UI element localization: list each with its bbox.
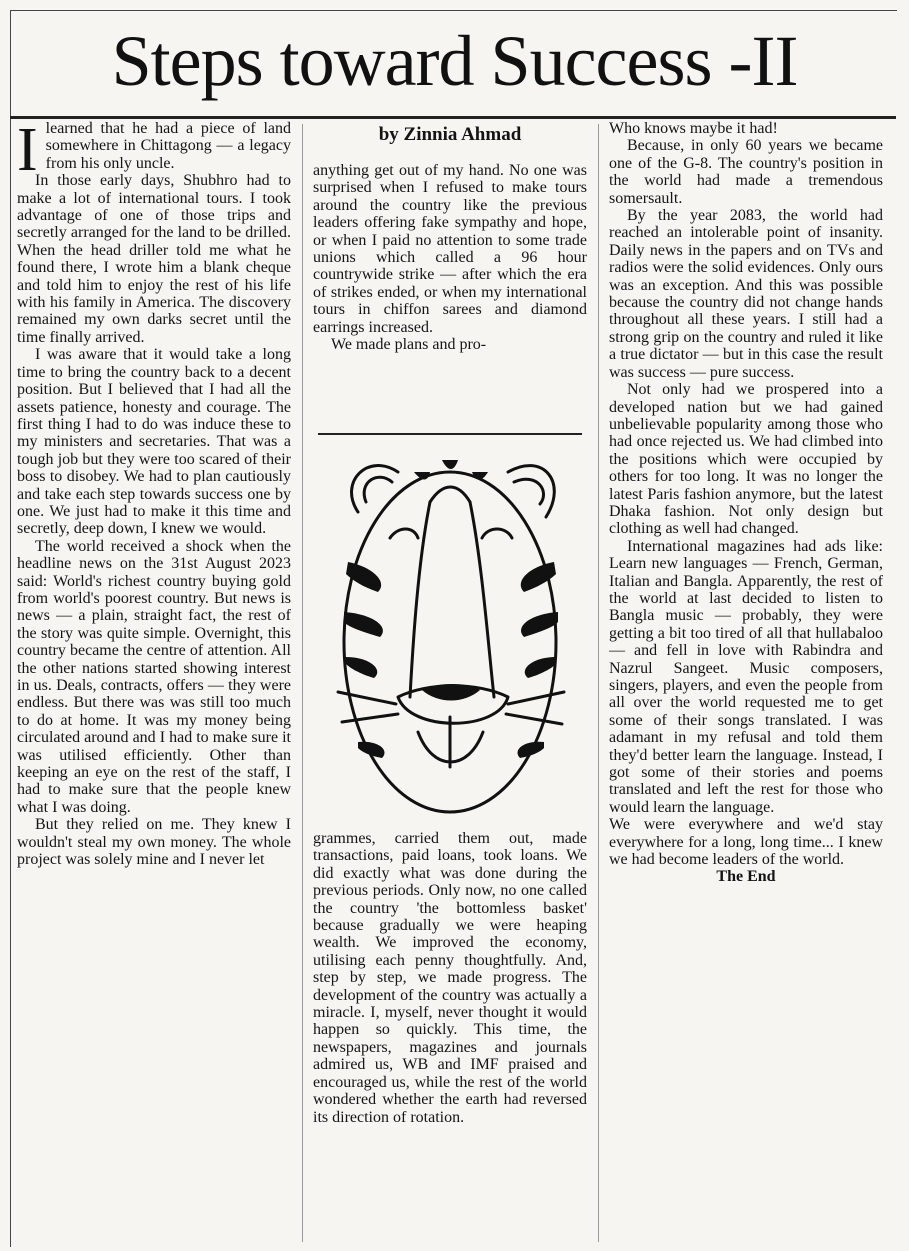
column-3 — [609, 120, 883, 1240]
paragraph: By the year 2083, the world had reached an intolerable point of insanity. Daily news in the papers and on TVs and radios were the solid evidences. Only ours was an exception. And this was possible because the country did not change hands throughout all these years. I still had a strong grip on the country and ruled it like a true dictator — but in this case the result was success — pure success. — [609, 207, 883, 381]
paragraph: We made plans and pro- — [331, 336, 487, 354]
paragraph: International magazines had ads like: Learn new languages — French, German, Italian and Bangla. Apparently, the rest of the world at last decided to listen to Bangla music — probably, they were getting a bit too tired of all that hullabaloo — and fell in love with Rabindra and Nazrul Sangeet. Music composers, singers, players, and even the people from all over the world requested me to get some of their songs translated. I was adamant in my refusal and told them they'd better learn the language. Instead, I got some of their stories and poems translated and left the rest for those who would learn the language. — [609, 537, 883, 816]
drop-cap: I — [17, 120, 38, 184]
paragraph: I was aware that it would take a long time to bring the country back to a decent position. But I believed that I had all the assets patience, honesty and courage. The first thing I had to do was induce these to my ministers and secretaries. That was a tough job but they were too scared of their boss to disobey. We had to plan cautiously and take each step towards success one by one. We just had to make it this time and secretly, deep down, I knew we would. — [17, 346, 291, 538]
paragraph: In those early days, Shubhro had to make a lot of international tours. I took advantage of one of those trips and secretly arranged for the land to be drilled. When the head driller told me what he found there, I wrote him a blank cheque and told him to enjoy the rest of his life with his family in America. The discovery remained my own darks secret until the time finally arrived. — [17, 172, 291, 346]
paragraph: The world received a shock when the headline news on the 31st August 2023 said: World's richest country buying gold from world's poorest country. But news is news — a plain, straight fact, the rest of the story was quite simple. Overnight, this country became the centre of attention. All the other nations started showing interest in us. Deals, contracts, offers — they were endless. But there was was still too much to do at home. It was my money being circulated around and I had to make sure it was utilised efficiently. Other than keeping an eye on the rest of the staff, I had to make sure that the people knew what I was doing. — [17, 537, 291, 816]
column-2-top — [313, 162, 587, 424]
paragraph: Ilearned that he had a piece of land somewhere in Chittagong — a legacy from his only uncle. — [17, 120, 291, 184]
paragraph: We were everywhere and we'd stay everywhere for a long, long time... I knew we had become leaders of the world. — [609, 816, 883, 869]
article-title: Steps toward Success -II — [111, 21, 798, 101]
paragraph: grammes, carried them out, made transactions, paid loans, took loans. We did exactly what was done during the previous periods. Only now, no one called the country 'the bottomless basket' because gradually we were heaping wealth. We improved the economy, utilising each penny thoughtfully. And, step by step, we made progress. The development of the country was actually a miracle. I, myself, never thought it would happen so quickly. This time, the newspapers, magazines and journals admired us, WB and IMF praised and encouraged us, while the rest of the world wondered whether the earth had reversed its direction of rotation. — [313, 830, 587, 1126]
byline: by Zinnia Ahmad — [378, 124, 522, 145]
title-rule — [10, 116, 896, 119]
column-2-bottom — [313, 830, 587, 1240]
paragraph: anything get out of my hand. No one was surprised when I refused to make tours around the country like the previous leaders offering fake sympathy and hope, or when I paid no attention to some trade unions which called a 96 hour countrywide strike — after which the era of strikes ended, or when my international tours in chiffon sarees and diamond earrings increased. — [313, 162, 587, 336]
column-rule — [302, 124, 303, 1242]
paragraph: But they relied on me. They knew I wouldn't steal my own money. The whole project was solely mine and I never let — [17, 816, 291, 869]
paragraph: Not only had we prospered into a developed nation but we had gained unbelievable popularity among those who had once rejected us. We had climbed into the positions which were occupied by others for too long. It was no longer the latest Paris fashion anymore, but the latest Dhaka fashion. Not only design but clothing as well had changed. — [609, 381, 883, 538]
paragraph: Who knows maybe it had! — [609, 120, 778, 137]
illustration-divider — [318, 433, 582, 435]
paragraph: Because, in only 60 years we became one of the G-8. The country's position in the world had made a tremendous somersault. — [609, 137, 883, 207]
tiger-illustration — [318, 442, 586, 822]
column-rule — [598, 124, 599, 1242]
the-end: The End — [716, 868, 776, 886]
column-1 — [17, 120, 291, 1248]
